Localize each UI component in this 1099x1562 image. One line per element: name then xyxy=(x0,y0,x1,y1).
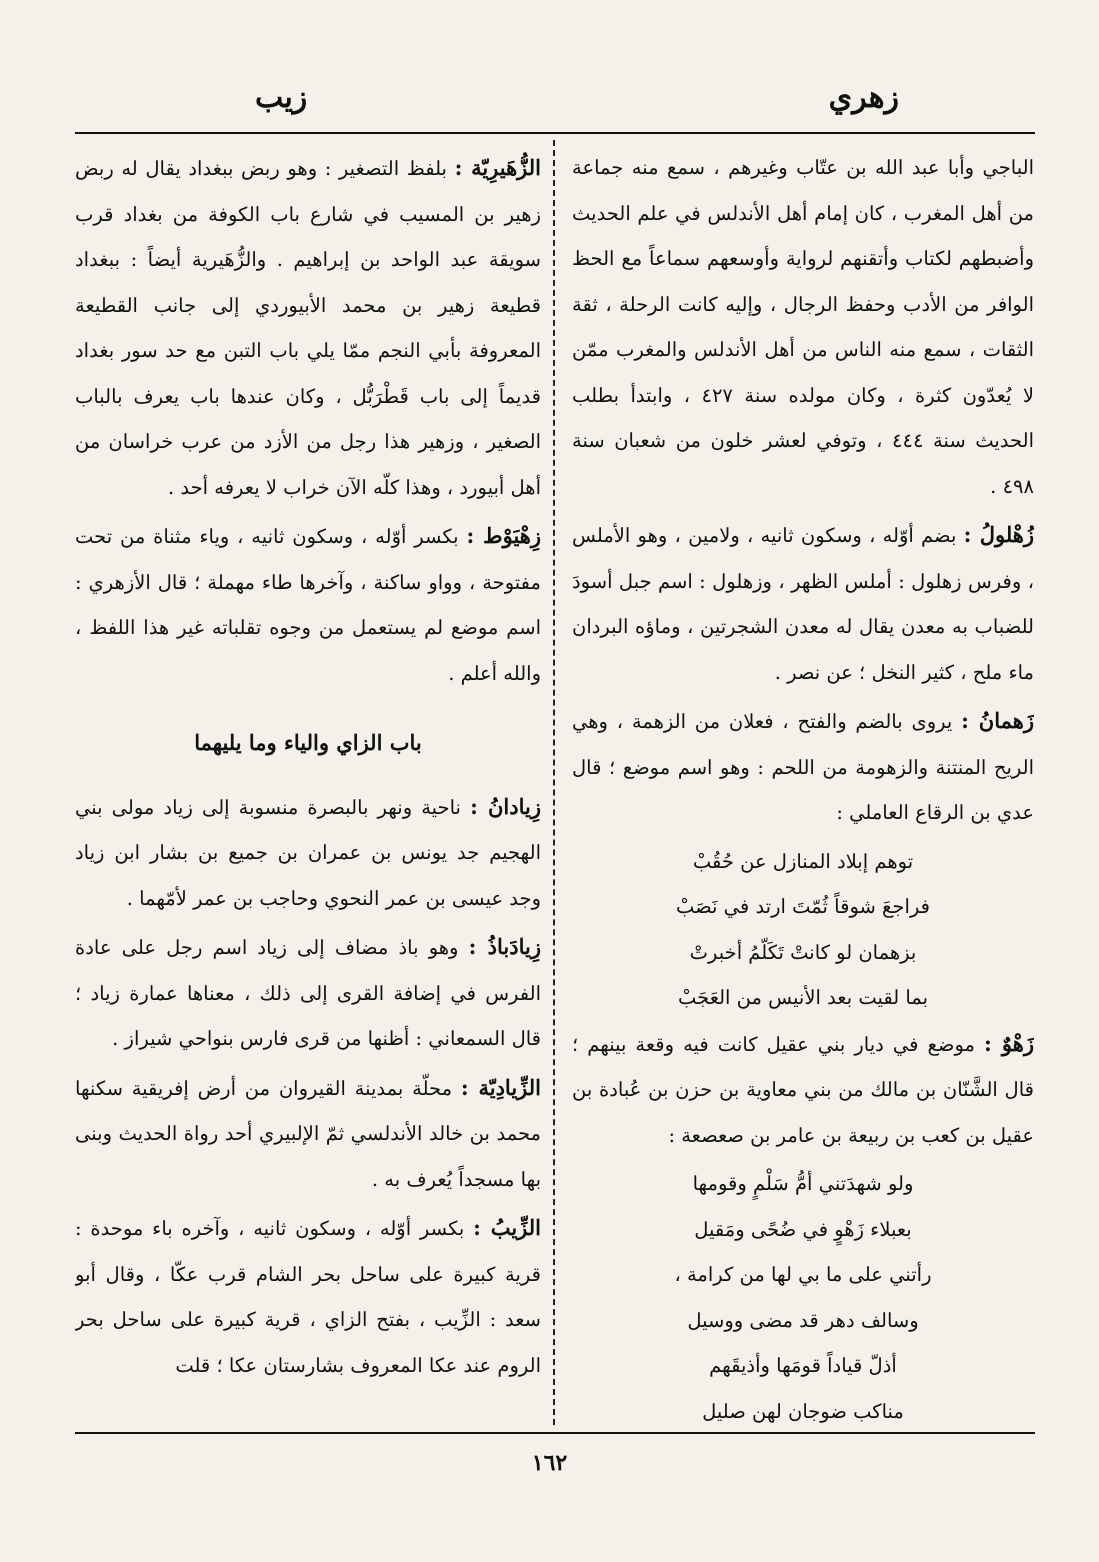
entry-zuhlul xyxy=(572,512,1034,695)
verse-line: رأتني على ما بي لها من كرامة ، xyxy=(674,1263,932,1286)
entry-zib xyxy=(75,1205,541,1388)
entry-text: الباجي وأبا عبد الله بن عتّاب وغيرهم ، سمع منه جماعة من أهل المغرب ، كان إمام أهل الأندلس في علم الحديث وأضبطهم لكتاب وأتقنهم لرواية وأوسعهم سماعاً مع الحظ الوافر من الأدب وحفظ الرجال ، وإليه كانت الرحلة ، ثقة الثقات ، سمع منه الناس من أهل الأندلس والمغرب ممّن لا يُعدّون كثرة ، وكان مولده سنة ٤٢٧ ، وابتدأ بطلب الحديث سنة ٤٤٤ ، وتوفي لعشر خلون من شعبان سنة ٤٩٨ . xyxy=(572,156,1034,498)
entry-headword: زَهْوٌ : xyxy=(984,1030,1034,1056)
column-divider xyxy=(553,140,555,1425)
entry-ziyadabadh xyxy=(75,924,541,1062)
entry-ziyadan xyxy=(75,784,541,922)
entry-text: يروى بالضم والفتح ، فعلان من الزهمة ، وهي الريح المنتنة والزهومة من اللحم : وهو اسم موضع ؛ قال عدي بن الرقاع العاملي : xyxy=(572,710,1034,824)
entry-text: محلّة بمدينة القيروان من أرض إفريقية سكنها محمد بن خالد الأندلسي ثمّ الإلبيري أحد رواة الحديث وبنى بها مسجداً يُعرف به . xyxy=(75,1076,541,1191)
entry-zahw xyxy=(572,1021,1034,1159)
entry-headword: زُهْلولُ : xyxy=(963,522,1034,547)
entry-text: بكسر أوّله ، وسكون ثانيه ، وياء مثناة من تحت مفتوحة ، وواو ساكنة ، وآخرها طاء مهملة ؛ قال الأزهري : اسم موضع لم يستعمل من وجوه تقلباته غير هذا اللفظ ، والله أعلم . xyxy=(75,525,541,685)
right-running-head: زهري xyxy=(828,80,899,115)
page-number: ١٦٢ xyxy=(531,1450,568,1476)
verse-line: مناكب ضوجان لهن صليل xyxy=(702,1399,904,1423)
entry-headword: زِهْيَوْط : xyxy=(466,523,541,548)
continued-entry xyxy=(572,145,1034,509)
entry-zuhayriyya xyxy=(75,145,541,510)
top-rule xyxy=(75,132,1035,134)
entry-text: وهو باذ مضاف إلى زياد اسم رجل على عادة الفرس في إضافة القرى إلى ذلك ، معناها عمارة زياد ؛ قال السمعاني : أظنها من قرى فارس بنواحي شيراز . xyxy=(75,936,541,1050)
entry-ziyadiyya xyxy=(75,1065,541,1203)
entry-headword: زِيادانُ : xyxy=(470,793,541,819)
entry-headword: الزُّهَيرِيّة : xyxy=(454,155,541,180)
verse-line: ولو شهدَتني أمُّ سَلْمٍ وقومها xyxy=(692,1172,914,1195)
entry-zihyawt xyxy=(75,513,541,696)
entry-text: بلفظ التصغير : وهو ربض ببغداد يقال له ربض زهير بن المسيب في شارع باب الكوفة من بغداد قرب سويقة عبد الواحد بن إبراهيم . والزُّهَيرية أيضاً : ببغداد قطيعة زهير بن محمد الأبيوردي إلى جانب القطيعة المعروفة بأبي النجم ممّا يلي باب التبن مع حد سور بغداد قديماً إلى باب قَطْرَبُّل ، وكان عندها باب يعرف بالباب الصغير ، وزهير هذا رجل من الأزد من عرب خراسان من أهل أبيورد ، وهذا كلّه الآن خراب لا يعرفه أحد . xyxy=(75,157,541,499)
verse-line: فراجعَ شوقاً ثُمّتَ ارتد في نَصَبْ xyxy=(675,895,930,918)
entry-zahman xyxy=(572,698,1034,836)
entry-headword: الزِّيبُ : xyxy=(473,1215,541,1240)
section-title: باب الزاي والياء وما يليهما xyxy=(194,730,422,755)
left-column xyxy=(75,145,541,1425)
bottom-rule xyxy=(75,1432,1035,1434)
right-column xyxy=(572,145,1034,1425)
entry-headword: الزِّيادِيّة : xyxy=(460,1074,541,1100)
entry-headword: زِيادَباذُ : xyxy=(468,934,541,959)
verse-line: توهم إبلاد المنازل عن حُقُبْ xyxy=(692,849,914,873)
entry-text: بضم أوّله ، وسكون ثانيه ، ولامين ، وهو الأملس ، وفرس زهلول : أملس الظهر ، وزهلول : اسم جبل أسودَ للضباب به معدن يقال له معدن الشجرتين ، وماؤه البردان ماء ملح ، كثير النخل ؛ عن نصر . xyxy=(572,524,1034,684)
left-running-head: زيب xyxy=(255,80,308,115)
verse-line: أذلّ قياداً قومَها وأذيقَهم xyxy=(709,1354,897,1377)
verse-line: وسالف دهر قد مضى ووسيل xyxy=(687,1308,919,1332)
verse-line: بما لقيت بعد الأنيس من العَجَبْ xyxy=(677,986,929,1009)
entry-text: ناحية ونهر بالبصرة منسوبة إلى زياد مولى بني الهجيم جد يونس بن عمران بن جميع بن بشار ابن زياد وجد عيسى بن عمر النحوي وحاجب بن عمر لأمّهما . xyxy=(75,795,541,910)
entry-text: موضع في ديار بني عقيل كانت فيه وقعة بينهم ؛ قال الشَّنّان بن مالك من بني معاوية بن حزن بن عُبادة بن عقيل بن كعب بن ربيعة بن عامر بن صعصعة : xyxy=(572,1032,1034,1147)
verse-line: بزهمان لو كانتْ تَكَلّمُ أخبرتْ xyxy=(689,940,917,964)
verse-line: بعبلاء زَهْوٍ في ضُحًى ومَقيل xyxy=(694,1217,912,1241)
entry-text: بكسر أوّله ، وسكون ثانيه ، وآخره باء موحدة : قرية كبيرة على ساحل بحر الشام قرب عكّا ، وقال أبو سعد : الزِّيب ، بفتح الزاي ، قرية كبيرة على ساحل بحر الروم عند عكا المعروف بشارستان عكا ؛ قلت xyxy=(75,1217,541,1377)
entry-headword: زَهمانُ : xyxy=(961,708,1034,733)
